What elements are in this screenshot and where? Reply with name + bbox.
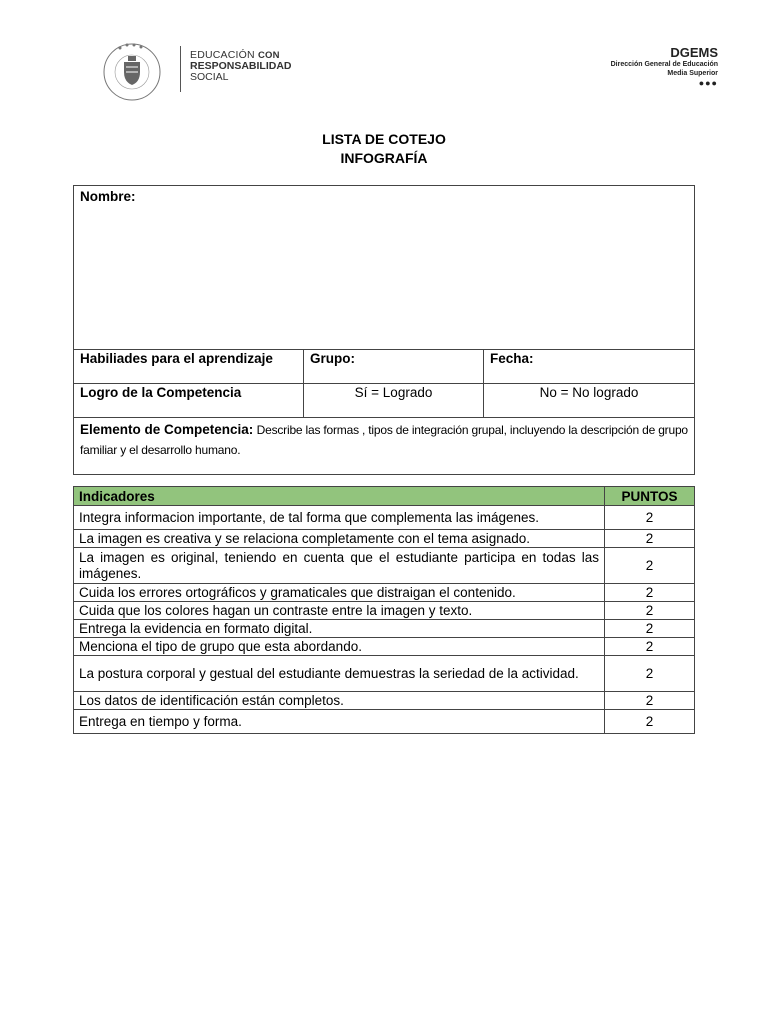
habilidades-cell xyxy=(74,350,304,384)
dgems-subtitle-2: Media Superior xyxy=(667,70,718,77)
name-field[interactable] xyxy=(74,186,695,350)
habilidades-label: Habiliades para el aprendizaje xyxy=(80,351,273,366)
no-option[interactable] xyxy=(484,384,695,418)
logo-line3: SOCIAL xyxy=(190,71,229,83)
table-row xyxy=(74,602,695,620)
logro-cell xyxy=(74,384,304,418)
points-header: PUNTOS xyxy=(605,487,695,506)
indicator-text: La postura corporal y gestual del estudiante demuestras la seriedad de la actividad. xyxy=(74,656,605,692)
document-title: LISTA DE COTEJO xyxy=(322,131,446,147)
grupo-label: Grupo: xyxy=(310,351,355,366)
indicator-points: 2 xyxy=(605,548,695,584)
table-row xyxy=(74,656,695,692)
fecha-field[interactable] xyxy=(484,350,695,384)
indicator-text: Entrega la evidencia en formato digital. xyxy=(74,620,605,638)
elemento-description: Describe las formas , tipos de integración grupal, incluyendo la descripción de grupo familiar y el desarrollo humano. xyxy=(80,423,688,457)
table-row xyxy=(74,710,695,734)
dgems-dots-icon: ●●● xyxy=(698,78,718,88)
table-row xyxy=(74,584,695,602)
table-row xyxy=(74,530,695,548)
logo-line1: EDUCACIÓN xyxy=(190,49,255,61)
table-row xyxy=(74,548,695,584)
indicator-text: La imagen es creativa y se relaciona completamente con el tema asignado. xyxy=(74,530,605,548)
indicator-text: Los datos de identificación están completos. xyxy=(74,692,605,710)
logo-line1-bold: CON xyxy=(257,50,280,61)
dgems-title: DGEMS xyxy=(670,45,718,60)
fecha-label: Fecha: xyxy=(490,351,534,366)
indicator-points: 2 xyxy=(605,656,695,692)
dgems-subtitle-1: Dirección General de Educación xyxy=(610,61,718,68)
si-option[interactable] xyxy=(304,384,484,418)
document-subtitle: INFOGRAFÍA xyxy=(340,150,428,166)
logo-line2: RESPONSABILIDAD xyxy=(190,60,292,72)
indicator-points: 2 xyxy=(605,638,695,656)
indicators-header: Indicadores xyxy=(74,487,605,506)
indicators-table xyxy=(73,486,695,734)
university-logo xyxy=(100,40,310,104)
indicator-points: 2 xyxy=(605,506,695,530)
elemento-cell xyxy=(74,418,695,475)
indicator-text: Cuida los errores ortográficos y gramaticales que distraigan el contenido. xyxy=(74,584,605,602)
indicator-text: Cuida que los colores hagan un contraste entre la imagen y texto. xyxy=(74,602,605,620)
indicator-points: 2 xyxy=(605,692,695,710)
indicator-points: 2 xyxy=(605,620,695,638)
grupo-field[interactable] xyxy=(304,350,484,384)
indicator-text: Menciona el tipo de grupo que esta abordando. xyxy=(74,638,605,656)
logro-label: Logro de la Competencia xyxy=(80,385,242,400)
university-seal-icon xyxy=(100,40,164,104)
logo-text xyxy=(190,50,292,83)
elemento-label: Elemento de Competencia: xyxy=(80,422,254,437)
table-row xyxy=(74,692,695,710)
dgems-logo xyxy=(611,46,718,88)
indicator-points: 2 xyxy=(605,530,695,548)
si-label: Sí = Logrado xyxy=(354,385,433,400)
indicator-text: Integra informacion importante, de tal forma que complementa las imágenes. xyxy=(74,506,605,530)
table-row xyxy=(74,638,695,656)
indicator-text: La imagen es original, teniendo en cuenta que el estudiante participa en todas las imágenes. xyxy=(74,548,605,584)
name-label: Nombre: xyxy=(80,189,136,204)
table-row xyxy=(74,620,695,638)
indicator-text: Entrega en tiempo y forma. xyxy=(74,710,605,734)
no-label: No = No logrado xyxy=(539,385,639,400)
indicator-points: 2 xyxy=(605,584,695,602)
logo-divider xyxy=(180,46,181,92)
table-row xyxy=(74,506,695,530)
indicator-points: 2 xyxy=(605,602,695,620)
indicator-points: 2 xyxy=(605,710,695,734)
student-info-table xyxy=(73,185,695,475)
